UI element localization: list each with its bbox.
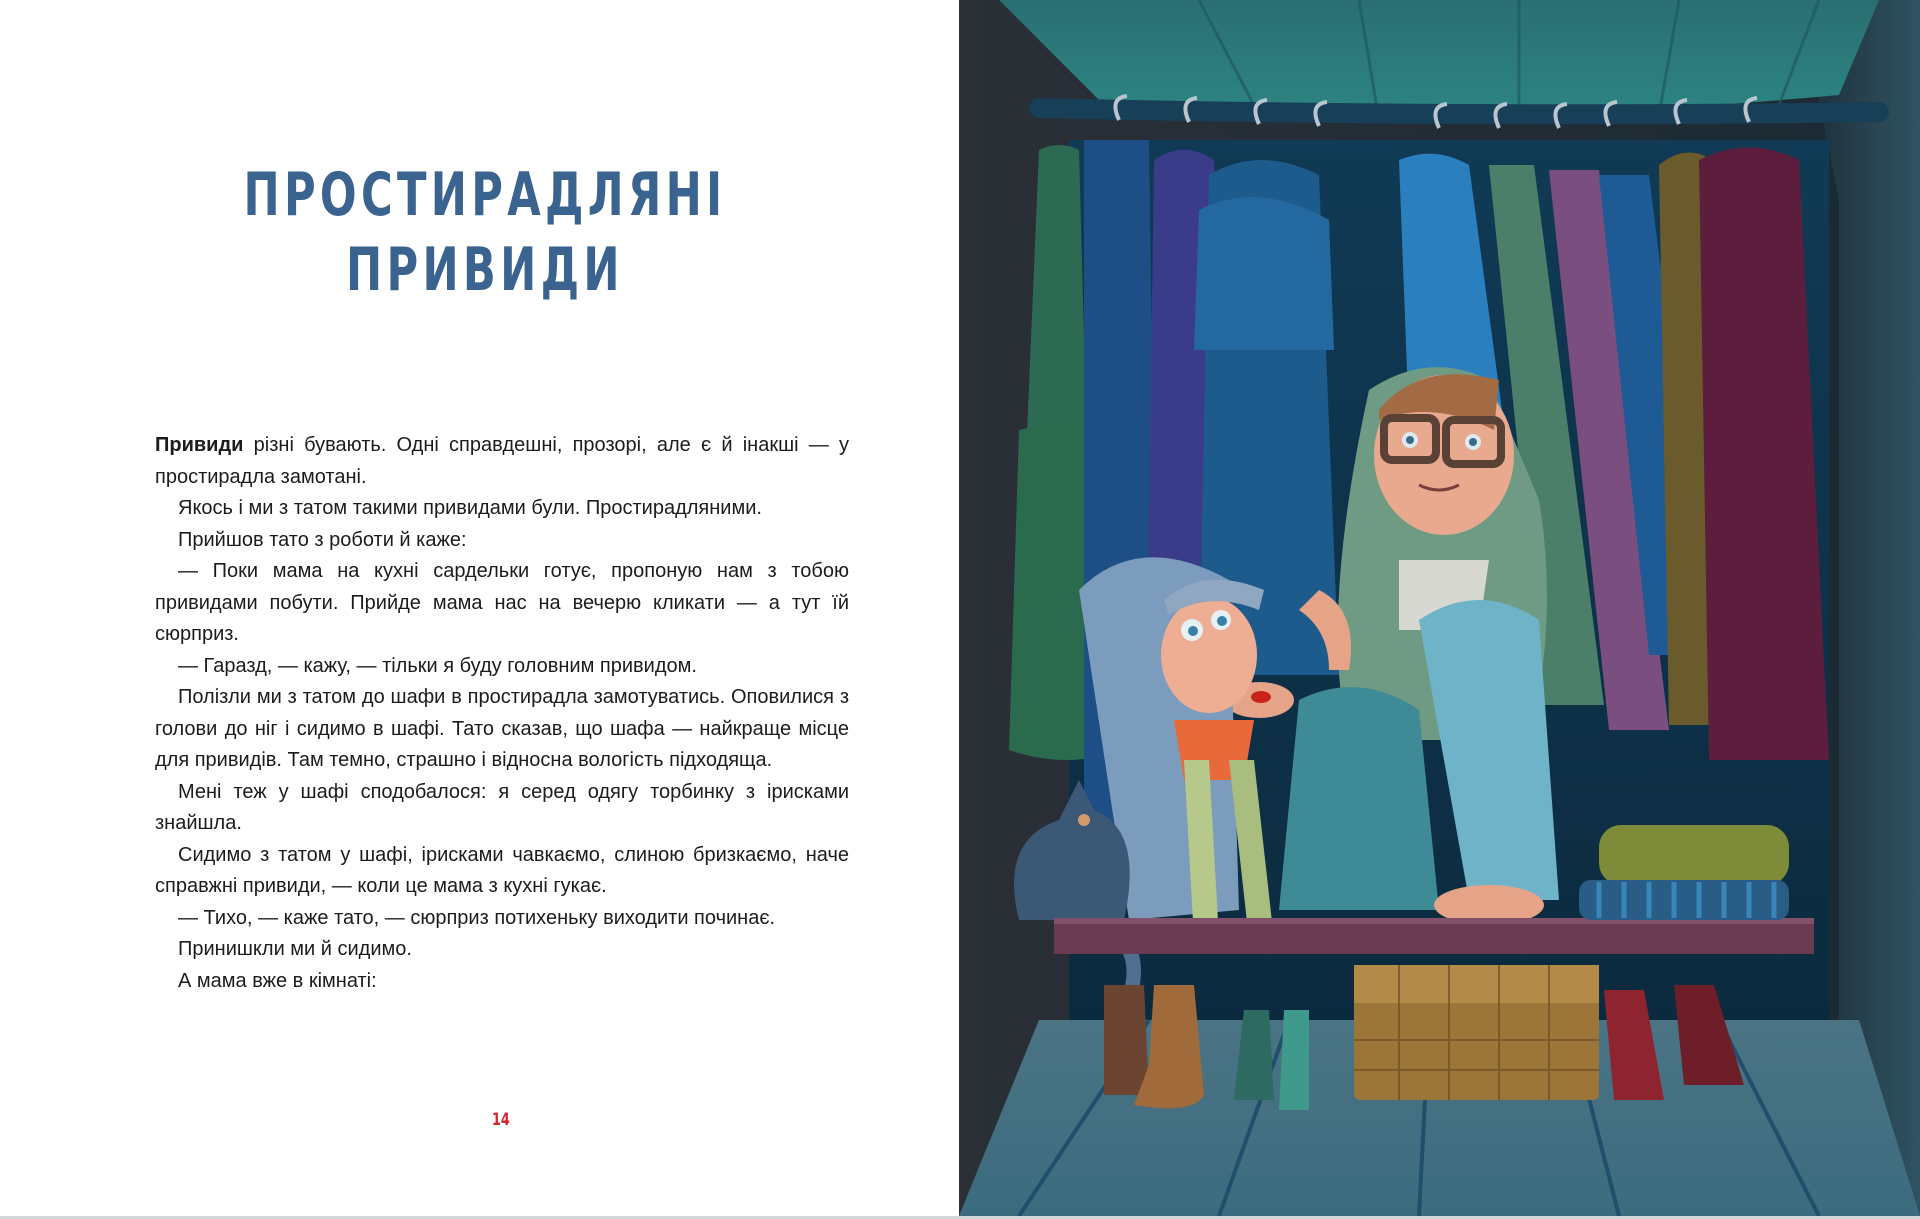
paragraph: Принишкли ми й сидимо.: [178, 938, 412, 960]
bold-lead-word: Привиди: [155, 434, 244, 456]
story-text: [155, 430, 849, 997]
paragraph: — Гаразд, — кажу, — тільки я буду головним привидом.: [178, 654, 697, 677]
illustration-icon: [959, 0, 1920, 1216]
paragraph: — Тихо, — каже тато, — сюрприз потихеньку виходити починає.: [178, 906, 776, 929]
paragraph: Мені теж у шафі сподобалося: я серед одягу торбинку з ірисками знайшла.: [155, 780, 849, 834]
paragraph: Прийшов тато з роботи й каже:: [178, 528, 467, 551]
paragraph: — Поки мама на кухні сардельки готує, пропоную нам з тобою привидами побути. Прийде мама нас на вечерю кликати — а тут їй сюрприз.: [155, 560, 849, 645]
chapter-title-line-2: ПРИВИДИ: [345, 235, 624, 305]
page-number: 14: [491, 1110, 510, 1130]
chapter-title: [140, 158, 830, 308]
paragraph: Якось і ми з татом такими привидами були. Простирадляними.: [178, 497, 762, 519]
chapter-title-line-1: ПРОСТИРАДЛЯНІ: [243, 160, 727, 230]
paragraph: Привиди різні бувають. Одні справдешні, прозорі, але є й інакші — у простирадла замотані.: [155, 434, 849, 488]
wardrobe-illustration: [959, 0, 1920, 1216]
paragraph: Полізли ми з татом до шафи в простирадла замотуватись. Оповилися з голови до ніг і сидимо в шафі. Тато сказав, що шафа — найкраще місце для привидів. Там темно, страшно і відносна вологість підходяща.: [155, 686, 849, 771]
left-page: [0, 0, 959, 1216]
paragraph: Сидимо з татом у шафі, ірисками чавкаємо, слиною бризкаємо, наче справжні привиди, — коли це мама з кухні гукає.: [155, 843, 849, 897]
paragraph: А мама вже в кімнаті:: [178, 969, 377, 992]
